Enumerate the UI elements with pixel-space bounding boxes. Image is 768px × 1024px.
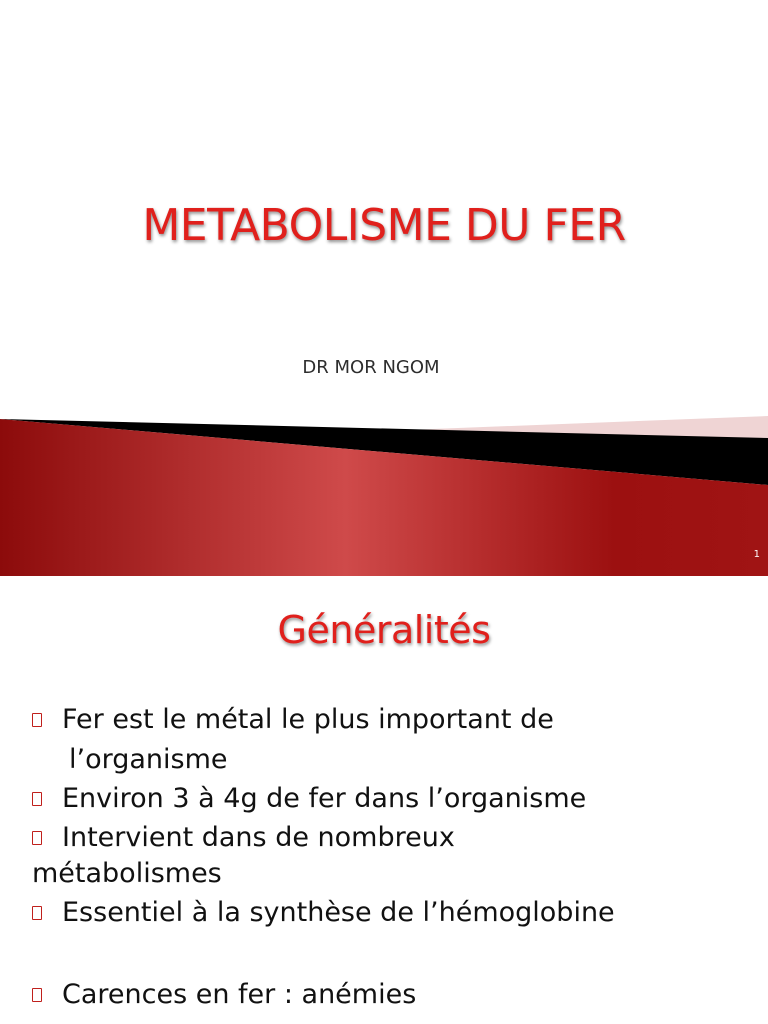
bullet-square-icon	[32, 988, 42, 1002]
presentation-title: METABOLISME DU FER	[142, 200, 626, 251]
bullet-text: Fer est le métal le plus important de	[62, 704, 554, 735]
bullet-text: Intervient dans de nombreux	[62, 822, 455, 853]
bullet-list	[0, 578, 768, 1024]
slide-number: 1	[753, 549, 760, 560]
bullet-continuation	[32, 857, 752, 891]
bullet-square-icon	[32, 713, 42, 727]
bullet-text: Carences en fer : anémies	[62, 979, 417, 1010]
author-name: DR MOR NGOM	[302, 357, 440, 378]
bullet-text: Environ 3 à 4g de fer dans l’organisme	[62, 783, 587, 814]
decorative-banner	[0, 405, 768, 576]
bullet-square-icon	[32, 792, 42, 806]
bullet-text: l’organisme	[69, 744, 228, 775]
bullet-item	[32, 896, 752, 930]
bullet-continuation	[32, 743, 768, 777]
bullet-text: Essentiel à la synthèse de l’hémoglobine	[62, 897, 615, 928]
bullet-item	[32, 978, 752, 1012]
section-title: Généralités	[277, 608, 491, 652]
bullet-square-icon	[32, 906, 42, 920]
bullet-item	[32, 782, 752, 816]
content-slide	[0, 578, 768, 1024]
bullet-text: métabolismes	[32, 858, 222, 889]
bullet-square-icon	[32, 831, 42, 845]
bullet-item	[32, 821, 752, 855]
bullet-item	[32, 703, 752, 737]
